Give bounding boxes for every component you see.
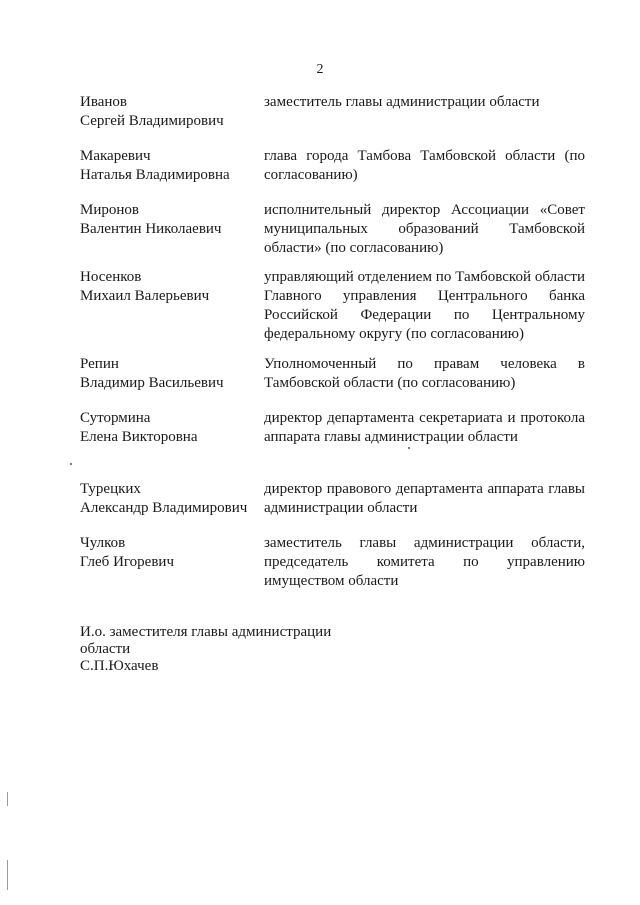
member-given-names: Владимир Васильевич [80, 375, 224, 391]
member-name [80, 409, 260, 447]
member-name [80, 147, 260, 185]
member-name [80, 534, 260, 572]
member-position: глава города Тамбова Тамбовской области (по согласованию) [264, 148, 585, 183]
member-given-names: Михаил Валерьевич [80, 288, 210, 304]
member-surname: Сутормина [80, 410, 151, 426]
member-name [80, 201, 260, 239]
member-name [80, 480, 260, 518]
member-given-names: Наталья Владимировна [80, 167, 230, 183]
scan-edge-mark [7, 860, 8, 890]
member-given-names: Александр Владимирович [80, 500, 248, 516]
signature-title-line: И.о. заместителя главы администрации [80, 624, 332, 640]
scan-speck [408, 447, 410, 449]
member-position: директор департамента секретариата и протокола аппарата главы администрации области [264, 410, 585, 445]
member-given-names: Глеб Игоревич [80, 554, 174, 570]
scan-speck [70, 463, 72, 465]
signature-block [80, 624, 331, 675]
member-surname: Носенков [80, 269, 142, 285]
member-position: заместитель главы администрации области [264, 94, 540, 110]
member-given-names: Валентин Николаевич [80, 221, 222, 237]
member-position: управляющий отделением по Тамбовской области Главного управления Центрального банка Российской Федерации по Центральному федеральному округу (по согласованию) [264, 269, 585, 342]
scan-edge-mark [7, 792, 8, 806]
member-given-names: Сергей Владимирович [80, 113, 224, 129]
member-position: директор правового департамента аппарата главы администрации области [264, 481, 585, 516]
member-surname: Иванов [80, 94, 127, 110]
member-position: заместитель главы администрации области, председатель комитета по управлению имуществом области [264, 535, 585, 589]
page-number: 2 [316, 62, 324, 77]
signature-title-end: области [80, 641, 131, 657]
member-given-names: Елена Викторовна [80, 429, 198, 445]
member-name [80, 93, 260, 131]
member-position: Уполномоченный по правам человека в Тамбовской области (по согласованию) [264, 356, 585, 391]
member-surname: Макаревич [80, 148, 151, 164]
member-position: исполнительный директор Ассоциации «Совет муниципальных образований Тамбовской области» (по согласованию) [264, 202, 585, 256]
member-surname: Репин [80, 356, 119, 372]
member-surname: Турецких [80, 481, 141, 497]
signature-name: С.П.Юхачев [80, 658, 159, 674]
member-name [80, 268, 260, 306]
signature-second-line [80, 641, 331, 675]
member-surname: Миронов [80, 202, 139, 218]
member-surname: Чулков [80, 535, 126, 551]
member-name [80, 355, 260, 393]
